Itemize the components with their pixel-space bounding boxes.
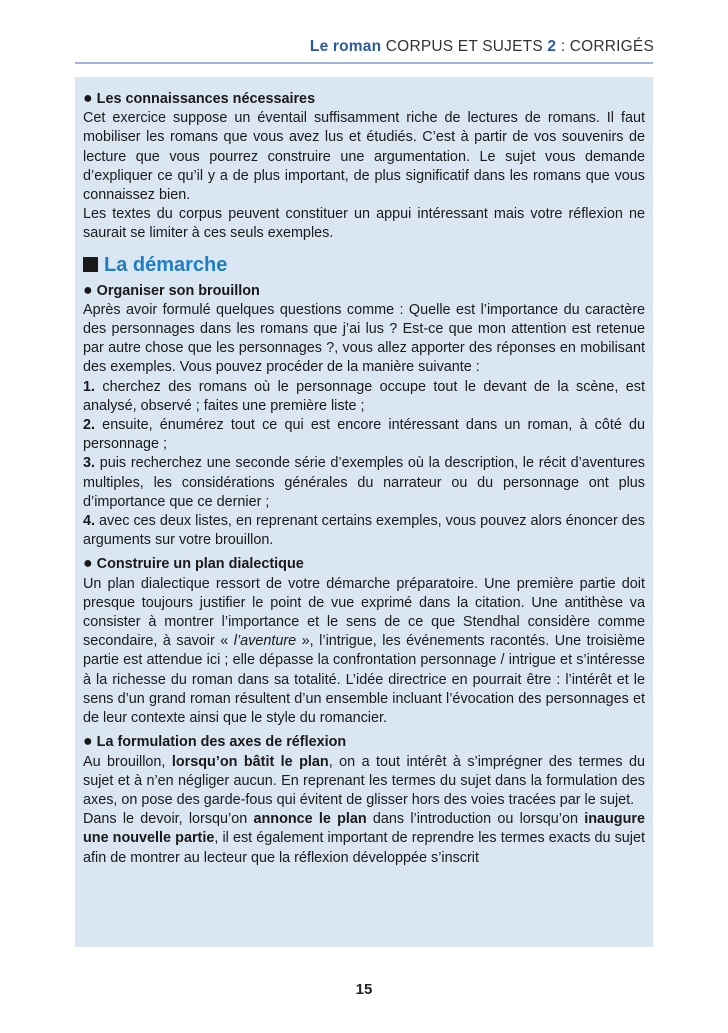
bullet-icon: ● xyxy=(83,555,93,573)
running-header xyxy=(310,38,654,56)
formulation-paragraph-1: Au brouillon, lorsqu’on bâtit le plan, on a tout intérêt à s’imprégner des termes du sujet et à n’en négliger aucun. En reprenant les termes du sujet dans la formulation des axes, on pose des garde-fous qui évitent de glisser hors des voies tracées par le sujet. xyxy=(83,753,645,808)
header-section-number: 2 xyxy=(547,38,557,55)
header-book-title: Le roman xyxy=(309,38,382,55)
plan-paragraph: Un plan dialectique ressort de votre démarche préparatoire. Une première partie doit presque toujours justifier le point de vue exprimé dans la citation. Une antithèse va consister à montrer l’importance et le sens de ce que Stendhal considère comme secondaire, à savoir « l’aventure », l’intrigue, les événements racontés. Une troisième partie est attendue ici ; elle dépasse la confrontation personnage / intrigue et s’intéresse à la richesse du roman dans sa totalité. L’idée directrice en pourrait être : l’intérêt et le sens d’un grand roman résultent d’un ensemble incluant l’évocation des personnages et de leur contexte ainsi que le style du romancier. xyxy=(83,575,645,727)
brouillon-heading: ● Organiser son brouillon xyxy=(83,281,260,299)
step-item: 3. puis recherchez une seconde série d’exemples où la description, le récit d’aventures multiples, les considérations générales du narrateur ou du personnage ont plus d’importance que ce dernier ; xyxy=(83,455,645,510)
step-item: 4. avec ces deux listes, en reprenant certains exemples, vous pouvez alors énoncer des arguments sur votre brouillon. xyxy=(83,513,645,549)
header-subsection: : CORRIGÉS xyxy=(556,38,654,55)
bullet-icon: ● xyxy=(83,281,93,299)
step-item: 2. ensuite, énumérez tout ce qui est encore intéressant dans un roman, à côté du personnage ; xyxy=(83,417,645,453)
connaissances-paragraph-2: Les textes du corpus peuvent constituer un appui intéressant mais votre réflexion ne saurait se limiter à ces seuls exemples. xyxy=(83,206,645,242)
bullet-icon: ● xyxy=(83,733,93,751)
step-item: 1. cherchez des romans où le personnage occupe tout le devant de la scène, est analysé, observé ; faites une première liste ; xyxy=(83,378,645,414)
brouillon-intro: Après avoir formulé quelques questions comme : Quelle est l’importance du caractère des personnages dans les romans que j’ai lus ? Est-ce que mon attention est retenue par autre chose que les personnages ?, vous allez apporter des réponses en mobilisant des exemples. Vous pouvez procéder de la manière suivante : xyxy=(83,301,645,376)
page-number: 15 xyxy=(355,981,373,998)
header-rule xyxy=(75,62,653,64)
square-bullet-icon xyxy=(83,257,98,272)
connaissances-paragraph-1: Cet exercice suppose un éventail suffisamment riche de lectures de romans. Il faut mobiliser les romans que vous avez lus et étudiés. C’est à partir de vos souvenirs de lecture que vous pourrez construire une argumentation. Le sujet vous demande d’expliquer ce qu’il y a de plus important, de plus significatif dans les romans que vous connaissez bien. xyxy=(83,110,645,204)
section-title-demarche: La démarche xyxy=(83,252,645,278)
formulation-paragraph-2: Dans le devoir, lorsqu’on annonce le plan dans l’introduction ou lorsqu’on inaugure une nouvelle partie, il est également important de reprendre les termes exacts du sujet afin de montrer au lecteur que la réflexion développée s’inscrit xyxy=(83,811,645,866)
formulation-heading: ● La formulation des axes de réflexion xyxy=(83,733,347,751)
header-section: CORPUS ET SUJETS xyxy=(381,38,548,55)
page-content xyxy=(83,89,645,868)
plan-heading: ● Construire un plan dialectique xyxy=(83,555,304,573)
connaissances-heading: ● Les connaissances nécessaires xyxy=(83,90,316,107)
bullet-icon: ● xyxy=(83,90,93,107)
